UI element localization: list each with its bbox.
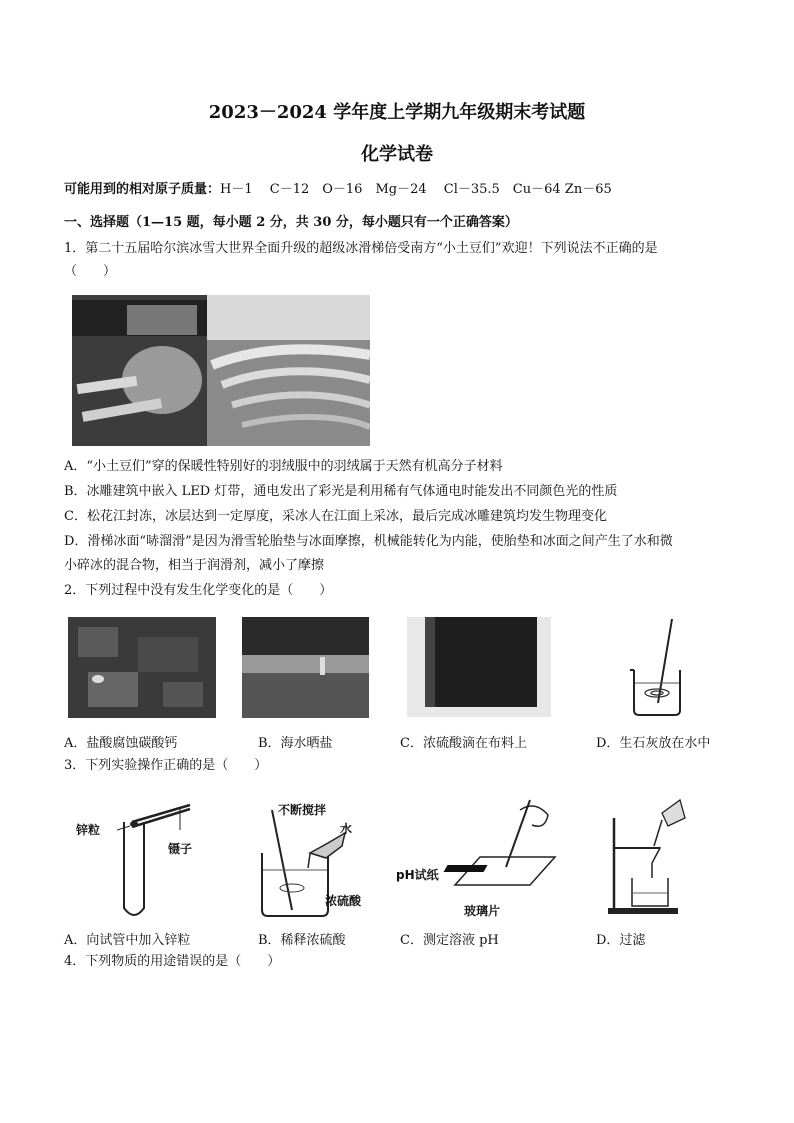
label-conc-acid: 浓硫酸 [325, 894, 362, 908]
q1-option-a: A．“小土豆们”穿的保暖性特别好的羽绒服中的羽绒属于天然有机高分子材料 [64, 459, 503, 474]
q2-option-c: C．浓硫酸滴在布料上 [400, 736, 527, 751]
atomic-mass-label: 可能用到的相对原子质量： [64, 182, 221, 197]
q1-ice-slide-photo [72, 295, 370, 446]
q2-photo-c [407, 617, 551, 717]
q4-stem: 4．下列物质的用途错误的是（ ） [64, 954, 281, 969]
q1-option-d: D．滑梯冰面“哧溜滑”是因为滑雪轮胎垫与冰面摩擦，机械能转化为内能，使胎垫和冰面之间产生了水和微 [64, 534, 673, 549]
atomic-mass-values: H－1 C－12 O－16 Mg－24 Cl－35.5 Cu－64 Zn－65 [220, 182, 612, 197]
q2-option-a: A．盐酸腐蚀碳酸钙 [64, 736, 178, 751]
q2-photo-b [242, 617, 369, 718]
exam-subtitle: 化学试卷 [361, 144, 433, 165]
q3-option-a: A．向试管中加入锌粒 [64, 933, 191, 948]
q1-option-c: C．松花江封冻，冰层达到一定厚度，采冰人在江面上采冰，最后完成冰雕建筑均发生物理变化 [64, 509, 607, 524]
q3-test-tube-icon [72, 800, 212, 922]
q3-option-d: D．过滤 [596, 933, 646, 948]
q3-filtration-icon [600, 798, 690, 920]
q3-option-c: C．测定溶液 pH [400, 933, 499, 948]
q1-option-b: B．冰雕建筑中嵌入 LED 灯带，通电发出了彩光是利用稀有气体通电时能发出不同颜色光的性质 [64, 484, 618, 499]
atomic-mass-line [64, 181, 612, 199]
q2-option-d: D．生石灰放在水中 [596, 736, 711, 751]
q2-stem: 2．下列过程中没有发生化学变化的是（ ） [64, 583, 333, 598]
q1-stem-blank: （ ） [64, 264, 117, 279]
q3-stem: 3．下列实验操作正确的是（ ） [64, 758, 268, 773]
label-stir: 不断搅拌 [278, 803, 327, 817]
label-zinc: 锌粒 [76, 823, 101, 837]
exam-title: 2023－2024 学年度上学期九年级期末考试题 [208, 102, 586, 123]
label-water: 水 [340, 822, 353, 836]
q2-beaker-stir-icon [620, 615, 692, 720]
q2-option-b: B．海水晒盐 [258, 736, 333, 751]
section-1-heading: 一、选择题（1—15 题，每小题 2 分，共 30 分，每小题只有一个正确答案） [64, 215, 518, 230]
q3-ph-test-icon [440, 795, 560, 900]
q1-option-d-cont: 小碎冰的混合物，相当于润滑剂，减小了摩擦 [64, 558, 325, 573]
q2-photo-a [68, 617, 216, 718]
label-ph-paper: pH试纸 [396, 868, 439, 882]
label-tweezers: 镊子 [168, 842, 193, 856]
q3-option-b: B．稀释浓硫酸 [258, 933, 346, 948]
label-glass: 玻璃片 [464, 904, 501, 918]
q1-stem: 1．第二十五届哈尔滨冰雪大世界全面升级的超级冰滑梯倍受南方“小土豆们”欢迎！下列说法不正确的是 [64, 241, 658, 256]
